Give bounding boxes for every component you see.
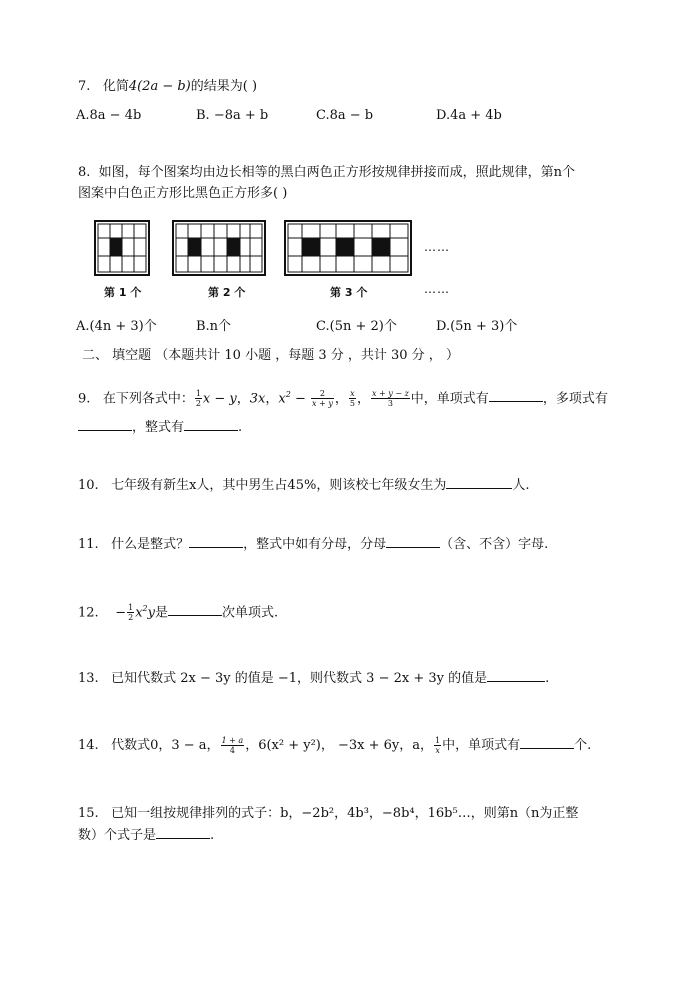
answer-blank[interactable] <box>184 418 238 431</box>
pattern-figure-2 <box>172 220 266 276</box>
figure-label-2: 第 2 个 <box>208 286 246 299</box>
question-stem: 如图，每个图案均由边长相等的黑白两色正方形按规律拼接而成，照此规律，第n个 <box>98 165 576 180</box>
question-text: ，整式有 <box>132 420 185 435</box>
fraction-2-over-x-plus-y: $\frac{2}{x + y}$ <box>312 389 333 409</box>
question-stem-prefix: 化简 <box>102 79 129 94</box>
question-text: 七年级有新生x人，其中男生占45%，则该校七年级女生为 <box>111 478 447 493</box>
figure-label-1: 第 1 个 <box>104 286 142 299</box>
question-text: . <box>545 671 550 686</box>
question-stem-suffix: 的结果为( ) <box>190 79 258 94</box>
question-10 <box>78 476 529 495</box>
option-d: D.(5n + 3)个 <box>436 319 518 334</box>
question-number: 14. <box>78 738 99 753</box>
question-14 <box>78 736 591 755</box>
question-number: 9. <box>78 391 91 407</box>
question-text: 个. <box>574 738 592 753</box>
question-text: 数）个式子是 <box>78 828 157 843</box>
question-text: 次单项式. <box>222 605 279 621</box>
option-a: A.8a − 4b <box>76 108 142 123</box>
fraction-x-over-5: $\frac{x}{5}$ <box>349 389 355 409</box>
answer-blank[interactable] <box>189 535 243 548</box>
answer-blank[interactable] <box>446 476 512 489</box>
question-text: ，多项式有 <box>542 391 608 407</box>
option-c: C.(5n + 2)个 <box>316 319 397 334</box>
option-c: C.8a − b <box>316 108 374 123</box>
question-11 <box>78 535 548 554</box>
question-text: 什么是整式？ <box>111 537 190 552</box>
pattern-figure-3 <box>284 220 412 276</box>
question-stem-expression: 4(2a − b) <box>128 79 191 94</box>
answer-blank[interactable] <box>386 535 440 548</box>
question-text: 代数式0，3 − a， <box>111 738 220 753</box>
question-text: （含、不含）字母. <box>440 537 549 552</box>
option-d: D.4a + 4b <box>436 108 502 123</box>
question-number: 7. <box>78 79 91 94</box>
question-7 <box>78 78 257 96</box>
question-text: 人. <box>512 478 530 493</box>
ellipsis-top: …… <box>424 240 450 254</box>
option-a: A.(4n + 3)个 <box>76 319 157 334</box>
answer-blank[interactable] <box>520 736 574 749</box>
figure-label-3: 第 3 个 <box>330 286 368 299</box>
question-number: 11. <box>78 537 99 552</box>
question-number: 8. <box>78 165 91 180</box>
question-text: 是 <box>155 605 169 621</box>
answer-blank[interactable] <box>489 389 543 402</box>
question-number: 15. <box>78 806 99 821</box>
fraction-1-over-x: $\frac{1}{x}$ <box>435 736 441 755</box>
question-8-line1 <box>78 164 575 182</box>
question-prefix: 在下列各式中： <box>102 391 194 407</box>
question-text: 中，单项式有 <box>410 391 489 407</box>
question-text: . <box>210 828 215 843</box>
option-b: B. −8a + b <box>196 108 269 123</box>
question-9-line1: 9. 在下列各式中： $\frac{1}{2}$ x − y，3x，$x^2$ − $\frac{2}{x + y}$ ， $\frac{x}{5}$ ， $\frac{x + y - z}{3}$ 中，单项式有 ，多项式有 <box>78 389 608 409</box>
question-text: ，整式中如有分母，分母 <box>243 537 387 552</box>
question-number: 10. <box>78 478 99 493</box>
question-8-line2: 图案中白色正方形比黑色正方形多( ) <box>78 186 288 201</box>
question-text: . <box>238 420 243 435</box>
question-9-line2 <box>78 418 242 437</box>
answer-blank[interactable] <box>78 418 132 431</box>
answer-blank[interactable] <box>168 603 222 616</box>
ellipsis-bottom: …… <box>424 282 450 296</box>
fraction-one-half: $\frac{1}{2}$ <box>195 389 201 409</box>
question-text: 已知代数式 2x − 3y 的值是 −1，则代数式 3 − 2x + 3y 的值是 <box>111 671 488 686</box>
question-15-line1 <box>78 805 578 823</box>
option-b: B.n个 <box>196 319 232 334</box>
fraction-1-plus-a-over-4: $\frac{1 + a}{4}$ <box>221 736 244 755</box>
fraction-x-y-z-over-3: $\frac{x + y - z}{3}$ <box>371 389 409 409</box>
fraction-one-half: $\frac{1}{2}$ <box>128 603 134 623</box>
answer-blank[interactable] <box>487 669 545 682</box>
question-number: 12. <box>78 605 99 621</box>
question-12: 12. − $\frac{1}{2}$ $x^2y$是 次单项式. <box>78 603 279 623</box>
question-15-line2 <box>78 826 214 845</box>
pattern-figure-1 <box>94 220 150 276</box>
question-number: 13. <box>78 671 99 686</box>
question-text: 已知一组按规律排列的式子：b，−2b²，4b³，−8b⁴，16b⁵…，则第n（n为正整 <box>111 806 579 821</box>
question-13 <box>78 669 549 688</box>
question-text: 中，单项式有 <box>442 738 521 753</box>
section-heading: 二、 填空题 （本题共计 10 小题 ，每题 3 分 ，共计 30 分 ， ） <box>82 348 459 363</box>
question-text: ，6(x² + y²)， −3x + 6y，a， <box>245 738 434 753</box>
answer-blank[interactable] <box>156 826 210 839</box>
